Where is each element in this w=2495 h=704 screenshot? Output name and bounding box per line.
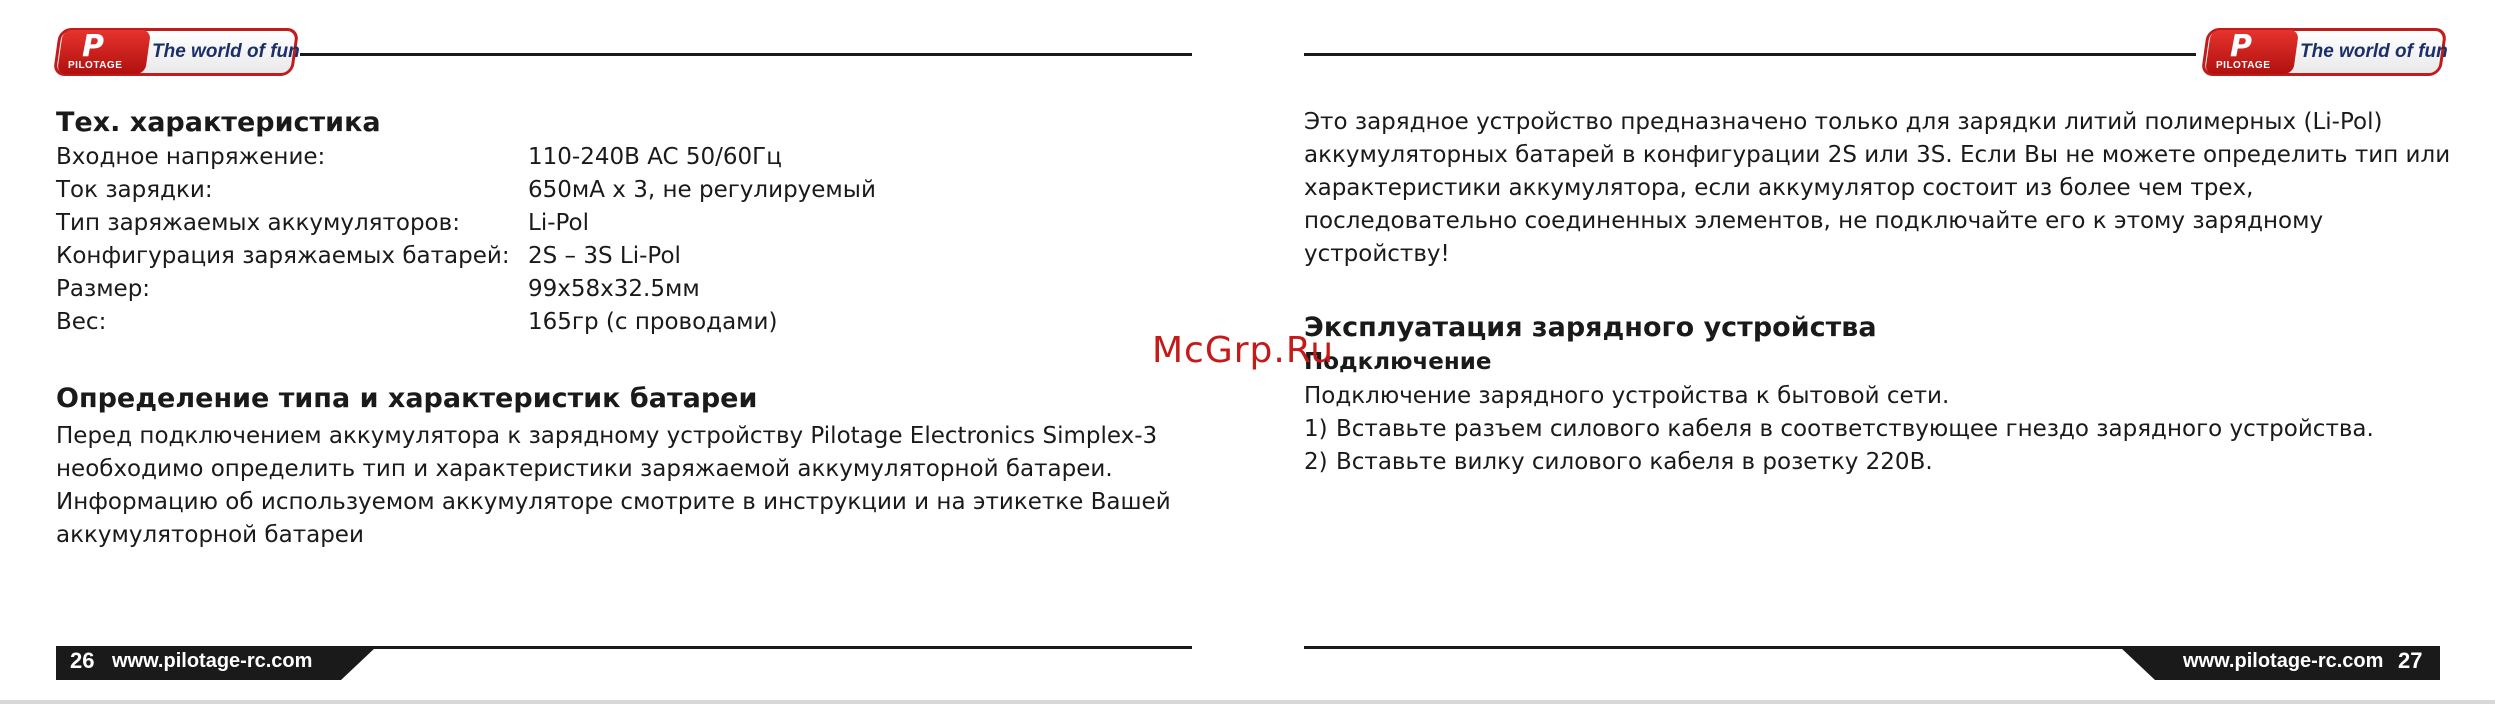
logo-letter: P (82, 29, 104, 64)
paragraph-line: аккумуляторных батарей в конфигурации 2S или 3S. Если Вы не можете определить тип или (1304, 142, 2451, 168)
spec-row (56, 144, 876, 177)
spec-label: Тип заряжаемых аккумуляторов: (56, 210, 460, 236)
spec-row (56, 177, 876, 210)
logo-brand-name: PILOTAGE (68, 60, 123, 71)
connection-text (1304, 380, 1949, 413)
paragraph-line: характеристики аккумулятора, если аккумулятор состоит из более чем трех, (1304, 175, 2254, 201)
spec-title: Тех. характеристика (56, 107, 381, 138)
header-rule (1304, 53, 2196, 56)
spec-row (56, 276, 876, 309)
operation-section-title: Эксплуатация зарядного устройства (1304, 312, 1877, 343)
spec-value: 99x58x32.5мм (528, 276, 700, 302)
paragraph-line: последовательно соединенных элементов, не подключайте его к этому зарядному (1304, 208, 2324, 234)
spec-label: Конфигурация заряжаемых батарей: (56, 243, 510, 269)
watermark: McGrp.Ru (1152, 330, 1335, 371)
spec-label: Вес: (56, 309, 107, 335)
paragraph-line: Перед подключением аккумулятора к зарядному устройству Pilotage Electronics Simplex-3 (56, 423, 1158, 449)
connection-subtitle: Подключение (1304, 349, 1492, 375)
website-link[interactable]: www.pilotage-rc.com (112, 650, 313, 672)
logo-tagline: The world of fun (2300, 41, 2448, 62)
battery-paragraph (56, 420, 1171, 552)
step-text: Вставьте разъем силового кабеля в соответствующее гнездо зарядного устройства. (1336, 416, 2374, 442)
list-item (1304, 446, 2374, 479)
header-rule (300, 53, 1192, 56)
spec-value: Li-Pol (528, 210, 590, 236)
logo-brand-name: PILOTAGE (2216, 60, 2271, 71)
bottom-edge (0, 700, 2495, 704)
spec-table (56, 144, 876, 342)
website-link[interactable]: www.pilotage-rc.com (2183, 650, 2384, 672)
spec-value: 165гр (с проводами) (528, 309, 778, 335)
spec-value: 110-240В AC 50/60Гц (528, 144, 782, 170)
paragraph-line: необходимо определить тип и характеристики заряжаемой аккумуляторной батареи. (56, 456, 1113, 482)
intro-paragraph (1304, 106, 2450, 271)
spec-label: Размер: (56, 276, 151, 302)
list-item (1304, 413, 2374, 446)
pilotage-logo (56, 24, 300, 82)
spec-row (56, 243, 876, 276)
connection-steps (1304, 413, 2374, 479)
spec-value: 2S – 3S Li-Pol (528, 243, 681, 269)
logo-tagline: The world of fun (152, 41, 300, 62)
battery-section-title: Определение типа и характеристик батареи (56, 383, 758, 414)
step-text: Вставьте вилку силового кабеля в розетку 220В. (1336, 449, 1933, 475)
paragraph-line: аккумуляторной батареи (56, 522, 364, 548)
step-number: 1) (1304, 416, 1328, 442)
spec-label: Входное напряжение: (56, 144, 326, 170)
paragraph-line: устройству! (1304, 241, 1450, 267)
right-page (1248, 0, 2495, 704)
page-number: 26 (70, 648, 95, 673)
paragraph-line: Подключение зарядного устройства к бытовой сети. (1304, 383, 1950, 409)
paragraph-line: Это зарядное устройство предназначено только для зарядки литий полимерных (Li-Pol) (1304, 109, 2383, 135)
logo-letter: P (2230, 29, 2252, 64)
spec-label: Ток зарядки: (56, 177, 213, 203)
spec-value: 650мА x 3, не регулируемый (528, 177, 876, 203)
left-page (0, 0, 1247, 704)
spec-row (56, 210, 876, 243)
pilotage-logo (2204, 24, 2448, 82)
spec-row (56, 309, 876, 342)
step-number: 2) (1304, 449, 1328, 475)
page-number: 27 (2398, 648, 2423, 673)
paragraph-line: Информацию об используемом аккумуляторе смотрите в инструкции и на этикетке Вашей (56, 489, 1171, 515)
